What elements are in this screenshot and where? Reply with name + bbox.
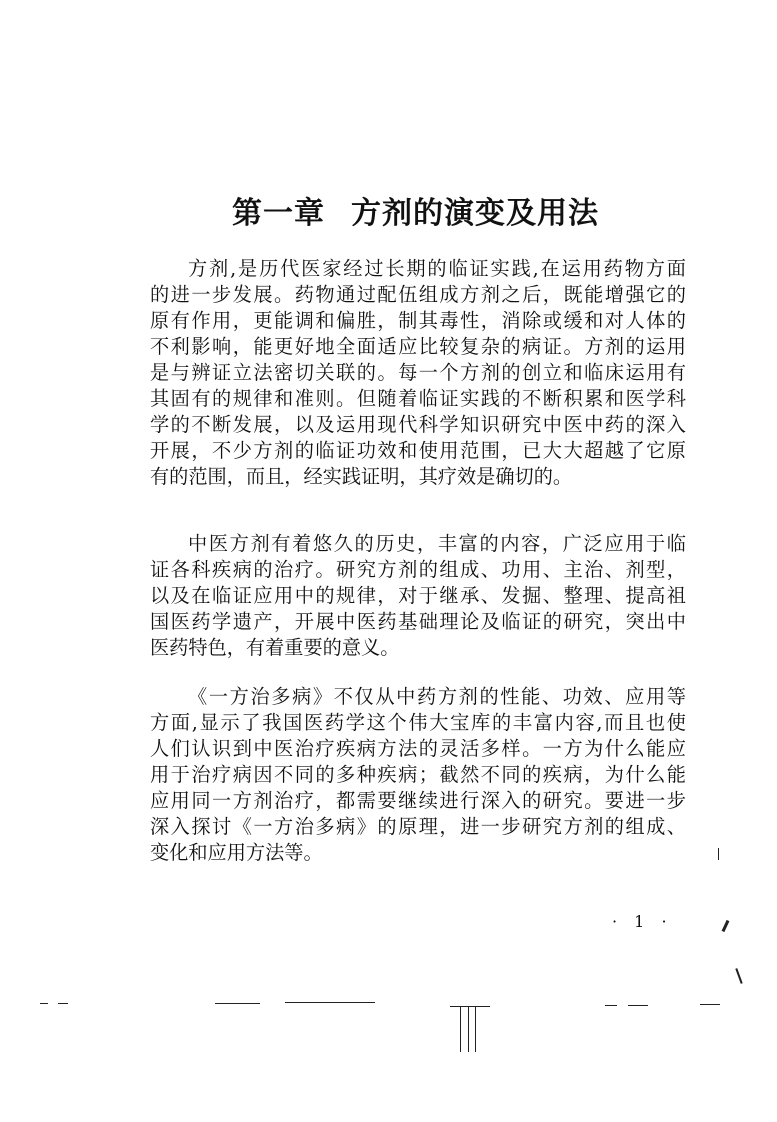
text-line: 中医方剂有着悠久的历史，丰富的内容，广泛应用于临 (188, 532, 686, 555)
text-line: 应用同一方剂治疗，都需要继续进行深入的研究。要进一步 (150, 789, 686, 812)
text-line: 是与辨证立法密切关联的。每一个方剂的创立和临床运用有 (150, 361, 686, 384)
text-line: 国医药学遗产，开展中医药基础理论及临证的研究，突出中 (150, 610, 686, 633)
text-line: 《一方治多病》不仅从中药方剂的性能、功效、应用等 (188, 685, 686, 708)
chapter-heading (232, 188, 612, 232)
text-line: 其固有的规律和准则。但随着临证实践的不断积累和医学科 (150, 387, 686, 410)
text-line: 方剂,是历代医家经过长期的临证实践,在运用药物方面 (188, 257, 686, 280)
text-line: 变化和应用方法等。 (150, 841, 323, 864)
text-line: 的进一步发展。药物通过配伍组成方剂之后，既能增强它的 (150, 283, 686, 306)
text-line: 医药特色，有着重要的意义。 (150, 636, 400, 659)
text-line: 不利影响，能更好地全面适应比较复杂的病证。方剂的运用 (150, 335, 686, 358)
text-line: 深入探讨《一方治多病》的原理，进一步研究方剂的组成、 (150, 815, 686, 838)
text-line: 方面,显示了我国医药学这个伟大宝库的丰富内容,而且也使 (150, 711, 686, 734)
chapter-title: 方剂的演变及用法 (351, 196, 599, 231)
text-line: 以及在临证应用中的规律，对于继承、发掘、整理、提高祖 (150, 584, 686, 607)
text-line: 开展，不少方剂的临证功效和使用范围，已大大超越了它原 (150, 439, 686, 462)
text-line: 学的不断发展，以及运用现代科学知识研究中医中药的深入 (150, 413, 686, 436)
text-line: 用于治疗病因不同的多种疾病；截然不同的疾病，为什么能 (150, 763, 686, 786)
text-line: 有的范围，而且，经实践证明，其疗效是确切的。 (150, 465, 573, 488)
text-line: 证各科疾病的治疗。研究方剂的组成、功用、主治、剂型， (150, 558, 686, 581)
chapter-number: 第一章 (232, 196, 325, 231)
text-line: 原有作用，更能调和偏胜，制其毒性，消除或缓和对人体的 (150, 309, 686, 332)
page-number: · 1 · (612, 912, 673, 931)
text-line: 人们认识到中医治疗疾病方法的灵活多样。一方为什么能应 (150, 737, 686, 760)
